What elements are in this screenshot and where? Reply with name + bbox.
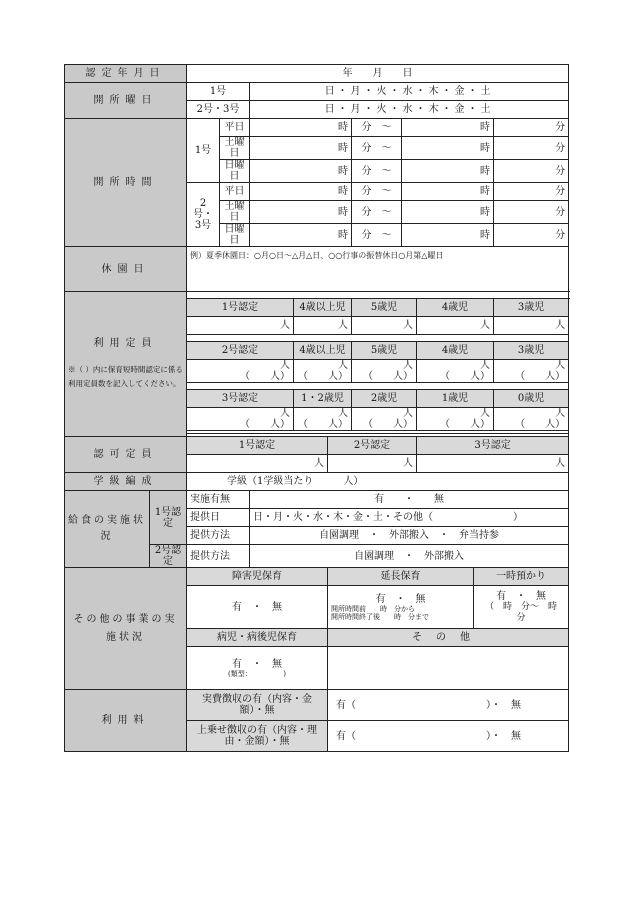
kara: 〜 xyxy=(381,186,392,197)
gakkyu-row xyxy=(65,473,569,491)
ji[interactable]: 時 xyxy=(402,201,494,224)
kaisho-youbi-row xyxy=(65,83,569,101)
youbi-days-1[interactable]: 日・月・火・水・木・金・土 xyxy=(250,83,569,101)
group2-col: 3歳児 xyxy=(494,342,569,360)
group3-col: 0歳児 xyxy=(494,390,569,408)
ji[interactable]: 時 xyxy=(250,183,352,201)
unit[interactable]: 人 xyxy=(294,317,352,335)
fun: 分 xyxy=(361,186,372,197)
ji[interactable]: 時 xyxy=(402,137,494,160)
paren-unit: （ 人） xyxy=(298,419,348,430)
ninka-header-row xyxy=(65,437,569,455)
fun: 分 xyxy=(361,122,372,133)
unit: 人 xyxy=(403,360,413,371)
ji[interactable]: 時 xyxy=(402,119,494,137)
kyuen-row xyxy=(65,247,569,292)
day-type: 平日 xyxy=(220,119,250,137)
riyouryou-row-value[interactable]: 有（ ）・ 無 xyxy=(328,721,569,752)
group1-col: 4歳児 xyxy=(417,299,494,317)
paren-unit: （ 人） xyxy=(298,371,348,382)
unit: 人 xyxy=(480,408,490,419)
gakkyu-value[interactable]: 学級（1学級当たり 人） xyxy=(187,473,569,491)
youbi-type-1: 1号 xyxy=(187,83,250,101)
group2-col: 5歳児 xyxy=(352,342,417,360)
nintei-label: 認定年月日 xyxy=(65,65,187,83)
kara: 〜 xyxy=(381,206,392,218)
unit[interactable]: 人 xyxy=(417,317,494,335)
unit: 人 xyxy=(338,360,348,371)
group3-title: 3号認定 xyxy=(187,390,294,408)
shougai-value[interactable]: 有 ・ 無 xyxy=(187,586,328,629)
jikan-group-2: 2号・3号 xyxy=(187,183,220,247)
kyushoku-row-label: 提供日 xyxy=(187,509,250,527)
kyushoku-row-value[interactable]: 日・月・火・水・木・金・土・その他（ ） xyxy=(250,509,569,527)
ichiji-title: 一時預かり xyxy=(474,568,569,586)
day-type: 平日 xyxy=(220,183,250,201)
sonota-header-row xyxy=(65,568,569,586)
jikan-group-1: 1号 xyxy=(187,119,220,183)
unit: 人 xyxy=(338,408,348,419)
kyushoku-g2: 2号認定 xyxy=(150,545,187,568)
encho-value: 有 ・ 無 xyxy=(375,593,426,605)
unit[interactable]: 人 xyxy=(187,455,328,473)
kyushoku-row-label: 実施有無 xyxy=(187,491,250,509)
unit: 人 xyxy=(480,360,490,371)
group2-col: 4歳以上児 xyxy=(294,342,352,360)
ji[interactable]: 時 xyxy=(250,119,352,137)
group2-title: 2号認定 xyxy=(187,342,294,360)
encho-line2: 開所時間終了後 時 分まで xyxy=(331,612,429,621)
fun: 分 xyxy=(361,142,372,154)
paren-unit: （ 人） xyxy=(240,419,290,430)
fun: 分 xyxy=(361,165,372,177)
ninka-col: 3号認定 xyxy=(417,437,569,455)
ji[interactable]: 時 xyxy=(402,160,494,183)
fun[interactable]: 分 xyxy=(494,160,569,183)
paren-unit: （ 人） xyxy=(363,371,413,382)
kaisho-youbi-label: 開所曜日 xyxy=(65,83,187,119)
nintei-row xyxy=(65,65,569,83)
riyou-teiin-note: ※（ ）内に保育短時間認定に係る利用定員数を記入してください。 xyxy=(68,364,183,388)
unit: 人 xyxy=(555,408,566,419)
paren-unit: （ 人） xyxy=(440,419,490,430)
byouji-title: 病児・病後児保育 xyxy=(187,629,328,647)
fun[interactable]: 分 xyxy=(494,119,569,137)
ji[interactable]: 時 xyxy=(402,183,494,201)
ji[interactable]: 時 xyxy=(250,224,352,247)
group1-col: 4歳以上児 xyxy=(294,299,352,317)
ichiji-value: 有 ・ 無 xyxy=(496,590,547,602)
riyouryou-row xyxy=(65,690,569,721)
group1-col: 3歳児 xyxy=(494,299,569,317)
ninka-label: 認可定員 xyxy=(65,437,187,473)
ji[interactable]: 時 xyxy=(402,224,494,247)
ninka-col: 2号認定 xyxy=(328,437,417,455)
kaisho-jikan-label: 開所時間 xyxy=(65,119,187,247)
fun[interactable]: 分 xyxy=(494,224,569,247)
unit: 人 xyxy=(403,408,413,419)
unit[interactable]: 人 xyxy=(417,455,569,473)
day-type: 土曜日 xyxy=(220,201,250,224)
paren-unit: （ 人） xyxy=(515,419,566,430)
riyouryou-row-label: 実費徴収の有（内容・金額）・無 xyxy=(187,690,328,721)
kyushoku-row-value[interactable]: 自園調理 ・ 外部搬入 ・ 弁当持参 xyxy=(250,527,569,545)
unit[interactable]: 人 xyxy=(352,317,417,335)
paren-unit: （ 人） xyxy=(363,419,413,430)
kara: 〜 xyxy=(381,122,392,133)
kyushoku-row-value[interactable]: 有 ・ 無 xyxy=(250,491,569,509)
day-type: 日曜日 xyxy=(220,224,250,247)
day-type: 日曜日 xyxy=(220,160,250,183)
ji[interactable]: 時 xyxy=(250,137,352,160)
ji[interactable]: 時 xyxy=(250,201,352,224)
encho-title: 延長保育 xyxy=(328,568,474,586)
facility-form-table xyxy=(64,64,569,752)
fun: 分 xyxy=(361,206,372,218)
fun[interactable]: 分 xyxy=(494,183,569,201)
group2-col: 4歳児 xyxy=(417,342,494,360)
riyouryou-row-value[interactable]: 有（ ）・ 無 xyxy=(328,690,569,721)
paren-unit: （ 人） xyxy=(240,371,290,382)
kyushoku-label: 給食の実施状況 xyxy=(65,491,150,568)
riyouryou-label: 利用料 xyxy=(65,690,187,752)
ji[interactable]: 時 xyxy=(250,160,352,183)
kyuen-label: 休園日 xyxy=(65,247,187,292)
ichiji-line: （ 時 分〜 時 分 xyxy=(485,601,567,623)
group1-title: 1号認定 xyxy=(187,299,294,317)
nintei-value[interactable]: 年 月 日 xyxy=(187,65,569,83)
unit[interactable]: 人 xyxy=(328,455,417,473)
riyou-teiin-label: 利用定員 xyxy=(93,337,158,349)
group3-col: 2歳児 xyxy=(352,390,417,408)
sonota-label: その他の事業の実施状況 xyxy=(65,568,187,690)
kara: 〜 xyxy=(381,142,392,154)
unit[interactable]: 人 xyxy=(494,317,569,335)
group3-col: 1・2歳児 xyxy=(294,390,352,408)
byouji-value: 有 ・ 無 xyxy=(232,658,282,670)
unit[interactable]: 人 xyxy=(187,317,294,335)
encho-line1: 開所時間前 時 分から xyxy=(331,604,415,613)
fun[interactable]: 分 xyxy=(494,137,569,160)
sonota-value[interactable] xyxy=(328,647,569,690)
paren-unit: （ 人） xyxy=(440,371,490,382)
paren-unit: （ 人） xyxy=(515,371,566,382)
kara: 〜 xyxy=(381,165,392,177)
kaisho-jikan-row xyxy=(65,119,569,137)
group1-col: 5歳児 xyxy=(352,299,417,317)
kyushoku-row-label: 提供方法 xyxy=(187,527,250,545)
unit: 人 xyxy=(280,360,290,371)
kyushoku-row xyxy=(65,491,569,509)
kyushoku-row-value[interactable]: 自園調理 ・ 外部搬入 xyxy=(250,545,569,568)
kyushoku-row-label: 提供方法 xyxy=(187,545,250,568)
gakkyu-label: 学級編成 xyxy=(65,473,187,491)
youbi-type-2: 2号・3号 xyxy=(187,101,250,119)
shougai-title: 障害児保育 xyxy=(187,568,328,586)
unit: 人 xyxy=(280,408,290,419)
sonota-title: その他 xyxy=(328,629,569,647)
riyou-teiin-row xyxy=(65,292,569,299)
kyushoku-g1: 1号認定 xyxy=(150,491,187,545)
unit: 人 xyxy=(555,360,566,371)
day-type: 土曜日 xyxy=(220,137,250,160)
riyouryou-row-label: 上乗せ徴収の有（内容・理由・金額）・無 xyxy=(187,721,328,752)
fun: 分 xyxy=(361,229,372,241)
fun[interactable]: 分 xyxy=(494,201,569,224)
group3-col: 1歳児 xyxy=(417,390,494,408)
kara: 〜 xyxy=(381,229,392,241)
kyuen-example[interactable]: 例）夏季休園日：○月○日〜△月△日、○○行事の振替休日○月第△曜日 xyxy=(187,247,569,292)
youbi-days-2[interactable]: 日・月・火・水・木・金・土 xyxy=(250,101,569,119)
ninka-col: 1号認定 xyxy=(187,437,328,455)
byouji-line: (類型： ) xyxy=(228,669,286,678)
